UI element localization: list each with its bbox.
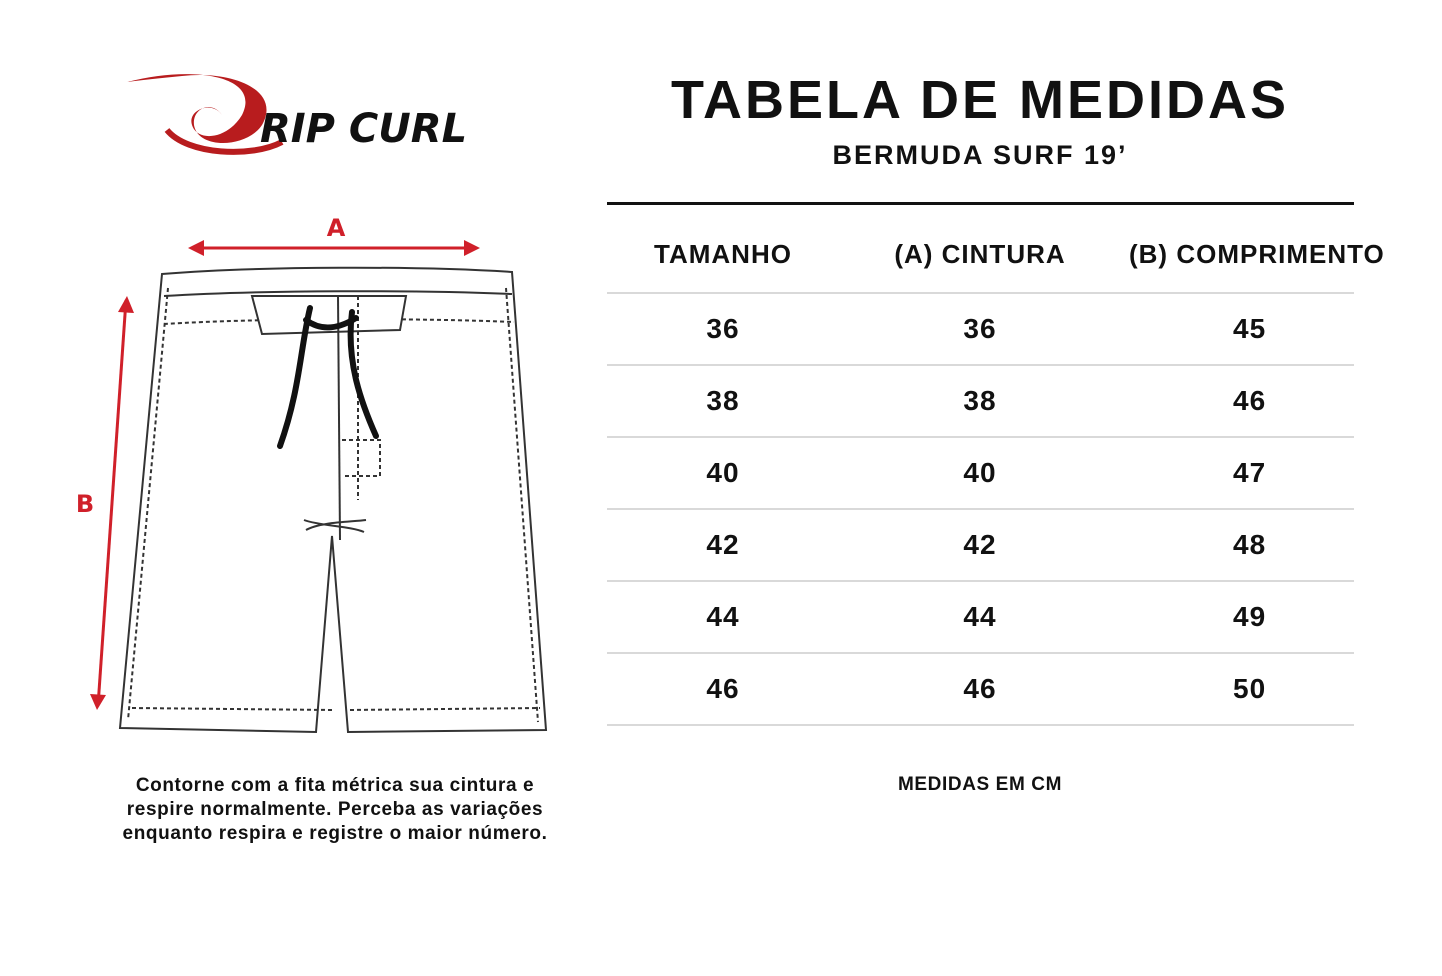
- cell-waist: 44: [963, 601, 997, 632]
- header-length: (B) COMPRIMENTO: [1129, 238, 1385, 269]
- label-b: B: [75, 490, 95, 518]
- logo-wordmark: RIP CURL: [260, 106, 468, 152]
- cell-length: 47: [1233, 457, 1267, 488]
- table-row: [607, 582, 1354, 654]
- instruction-line: Contorne com a fita métrica sua cintura e: [135, 775, 535, 796]
- cell-waist: 46: [963, 673, 997, 704]
- table-row: [607, 294, 1354, 366]
- table-header: [607, 216, 1385, 294]
- cell-length: 49: [1233, 601, 1267, 632]
- measuring-instructions: [100, 774, 570, 846]
- cell-length: 48: [1233, 529, 1267, 560]
- table-row: [607, 438, 1354, 510]
- cell-length: 45: [1233, 313, 1267, 344]
- rip-curl-logo: [122, 70, 552, 160]
- measure-arrow-b: [76, 296, 134, 710]
- table-row: [607, 366, 1354, 438]
- table-row: [607, 654, 1354, 726]
- size-table: [607, 216, 1385, 726]
- shorts-diagram: [60, 200, 580, 760]
- cell-waist: 36: [963, 313, 997, 344]
- cell-size: 38: [706, 385, 740, 416]
- header-size: TAMANHO: [654, 238, 792, 269]
- cell-size: 42: [706, 529, 740, 560]
- page-title: TABELA DE MEDIDAS: [671, 70, 1289, 130]
- measure-arrow-a: [188, 214, 480, 256]
- cell-waist: 38: [963, 385, 997, 416]
- cell-length: 50: [1233, 673, 1267, 704]
- page-subtitle: BERMUDA SURF 19’: [832, 140, 1128, 170]
- instruction-line: respire normalmente. Perceba as variações: [126, 799, 544, 820]
- logo-wave-icon: [127, 74, 267, 143]
- cell-waist: 42: [963, 529, 997, 560]
- instruction-line: enquanto respira e registre o maior número.: [122, 823, 548, 844]
- label-a: A: [326, 214, 346, 242]
- table-top-rule: [607, 202, 1354, 205]
- cell-length: 46: [1233, 385, 1267, 416]
- table-row: [607, 510, 1354, 582]
- header-waist: (A) CINTURA: [894, 238, 1066, 269]
- cell-waist: 40: [963, 457, 997, 488]
- cell-size: 40: [706, 457, 740, 488]
- cell-size: 46: [706, 673, 740, 704]
- cell-size: 44: [706, 601, 740, 632]
- cell-size: 36: [706, 313, 740, 344]
- units-note: MEDIDAS EM CM: [897, 774, 1063, 795]
- shorts-outline: [120, 268, 546, 732]
